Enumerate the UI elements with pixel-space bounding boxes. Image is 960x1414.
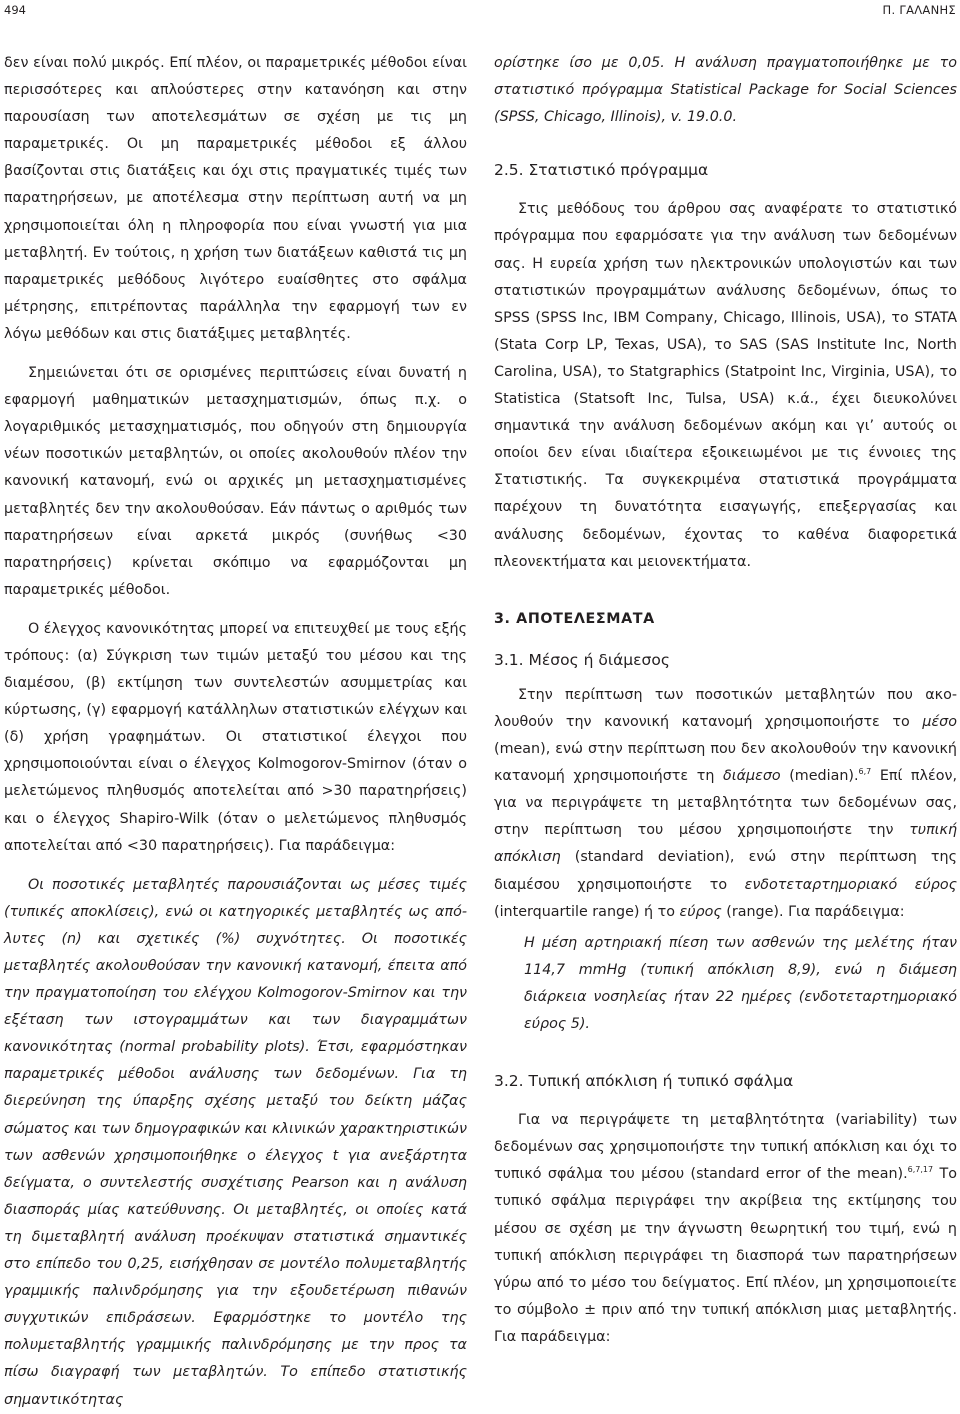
section-heading-3-1: 3.1. Μέσος ή διάμεσος xyxy=(494,650,670,669)
page-number: 494 xyxy=(4,3,26,17)
section-heading-results: 3. ΑΠΟΤΕΛΕΣΜΑΤΑ xyxy=(494,610,655,627)
paragraph-statistical-software: Στις μεθόδους του άρθρου σας αναφέρατε το στατιστικό πρόγραμμα που εφαρμόσατε για την ανάλυση των δεδομένων σας. Η ευρεία χρήση των ηλεκτρονικών υπολογιστών και των στατιστικών προγραμμάτων ανάλυσης δεδομένων, όπως το SPSS (SPSS Inc, IBM Company, Chicago, Illinois, USA), το STATA (Stata Corp LP, Texas, USA), το SAS (SAS Institute Inc, North Carolina, USA), το Statgraphics (Statpoint Inc, Virginia, USA), το Statistica (Statsoft Inc, Tulsa, USA) κ.ά., έχει διευκολύνει σημαντικά την ανάλυση δεδομένων ακόμη και γι’ αυτούς οι οποίοι δεν είναι ιδιαίτερα εξοικειωμένοι με τις έννοιες της Στατιστικής. Τα συγκεκριμένα στατιστικά προγράμματα παρέχουν τη δυνατότητα εισαγωγής, επεξεργασίας και ανάλυσης δεδομένων, έχοντας το καθένα διαφορετικά πλεονεκτήματα και μειονεκτήματα. xyxy=(494,201,957,570)
paragraph-parametric-methods: δεν είναι πολύ μικρός. Επί πλέον, οι παραμετρικές μέθοδοι είναι περισσότερες και απλούστερες στην κατανόηση και στην παρουσίαση των αποτελεσμάτων σε σχέση με τις μη παραμετρικές. Οι μη παραμετρικές μέθοδοι εξ άλλου βασίζονται στις διατάξεις και όχι στις πραγματικές τιμές των παρατηρήσεων, με αποτέλεσμα στην περίπτωση αυτή να μη χρησιμοποιείται όλη η πληροφορία που είναι γνωστή για μια μεταβλητή. Εν τούτοις, η χρήση των διατάξεων καθιστά τις μη παραμετρικές μεθόδους λιγότερο ευαίσθητες στο σφάλμα μέτρησης, επιτρέποντας παράλληλα την εφαρμογή των εν λόγω μεθόδων και στις διατάξιμες μεταβλητές. xyxy=(4,55,467,342)
reference-superscript: 6,7,17 xyxy=(907,1165,934,1175)
example-methods-continued: ορίστηκε ίσο με 0,05. Η ανάλυση πραγματοποιήθηκε με το στατιστικό πρόγραμμα Statistical Package for Social Sciences (SPSS, Chicago, Illinois), v. 19.0.0. xyxy=(494,55,957,126)
left-column xyxy=(4,50,467,1414)
page-header xyxy=(0,0,960,22)
right-column xyxy=(494,50,957,1351)
reference-superscript: 6,7 xyxy=(858,767,872,777)
running-author: Π. ΓΑΛΑΝΗΣ xyxy=(882,3,956,17)
section-heading-3-2: 3.2. Τυπική απόκλιση ή τυπικό σφάλμα xyxy=(494,1072,794,1091)
paragraph-sd-or-se: Για να περιγράψετε τη μεταβλητότητα (variability) των δεδομένων σας χρησιμοποιήστε την τυπική απόκλιση και όχι το τυπικό σφάλμα του μέσου (standard error of the mean).$^{6,7,17}$ Το τυπικό σφάλμα περιγράφει την ακρίβεια της εκτίμησης του μέσου σε σχέση με την άγνωστη θεωρητική του τιμή, ενώ η τυπική απόκλιση περιγράφει τη διασπορά των παρατηρήσεων γύρω από το μέσο του δείγματος. Επί πλέον, μη χρησιμοποιείτε το σύμβολο ± πριν από την τυπική απόκλιση μιας μεταβλητής. Για παράδειγμα: xyxy=(494,1112,957,1345)
paragraph-transformations: Σημειώνεται ότι σε ορισμένες περιπτώσεις είναι δυνατή η εφαρμογή μαθηματικών μετασχηματισμών, όπως π.χ. ο λογαριθμικός μετασχηματισμός, που οδηγούν στη δημιουργία νέων ποσοτικών μεταβλητών, οι οποίες ακολουθούν πλέον την κανονική κατανομή, ενώ οι αρχικές μη μετασχηματισμένες μεταβλητές δεν την ακολουθούσαν. Εάν πάντως ο αριθμός των παρατηρήσεων είναι αρκετά μικρός (συνήθως <30 παρατηρήσεις) κρίνεται σκόπιμο να εφαρμόζονται μη παραμετρικές μέθοδοι. xyxy=(4,365,467,598)
example-mean-median: Η μέση αρτηριακή πίεση των ασθενών της μελέτης ήταν 114,7 mmHg (τυπική απόκλιση 8,9), ενώ η διάμεση διάρκεια νοσηλείας ήταν 22 ημέρες (ενδοτεταρτημοριακό εύρος 5). xyxy=(524,934,957,1032)
section-heading-2-5: 2.5. Στατιστικό πρόγραμμα xyxy=(494,161,709,180)
paragraph-mean-or-median: Στην περίπτωση των ποσοτικών μεταβλητών που ακολουθούν την κανονική κατανομή χρησιμοποιήστε το μέσο (mean), ενώ στην περίπτωση που δεν ακολουθούν την κανονική κατανομή χρησιμοποιήστε τη διάμεσο (median).$^{6,7}$ Επί πλέον, για να περιγράψετε τη μεταβλητότητα των δεδομένων σας, στην περίπτωση του μέσου χρησιμοποιήστε την τυπική απόκλιση (standard deviation), ενώ στην περίπτωση της διαμέσου χρησιμοποιήστε το ενδοτεταρτημοριακό εύρος (interquartile range) ή το εύρος (range). Για παράδειγμα: xyxy=(494,686,957,920)
example-methods-text: Οι ποσοτικές μεταβλητές παρουσιάζονται ως μέσες τιμές (τυπικές αποκλίσεις), ενώ οι κατηγορικές μεταβλητές ως απόλυτες (n) και σχετικές (%) συχνότητες. Οι ποσοτικές μεταβλητές ακολουθούσαν την κανονική κατανομή, έπειτα από την πραγματοποίηση του ελέγχου Kolmogorov-Smirnov και την εξέταση των ιστογραμμάτων και των διαγραμμάτων κανονικότητας (normal probability plots). Έτσι, εφαρμόστηκαν παραμετρικές μέθοδοι ανάλυσης των δεδομένων. Για τη διερεύνηση της ύπαρξης σχέσης μεταξύ του δείκτη μάζας σώματος και των δημογραφικών και κλινικών χαρακτηριστικών των ασθενών χρησιμοποιήθηκε ο έλεγχος t για ανεξάρτητα δείγματα, ο συντελεστής συσχέτισης Pearson και η ανάλυση διασποράς μίας κατεύθυνσης. Οι μεταβλητές, οι οποίες κατά τη διμεταβλητή ανάλυση προέκυψαν στατιστικά σημαντικές στο επίπεδο του 0,25, εισήχθησαν σε μοντέλο πολυμεταβλητής γραμμικής παλινδρόμησης για την εξουδετέρωση πιθανών συγχυτικών επιδράσεων. Εφαρμόστηκε το μοντέλο της πολυμεταβλητής γραμμικής παλινδρόμησης με την προς τα πίσω διαγραφή των μεταβλητών. Το επίπεδο στατιστικής σημαντικότητας xyxy=(4,876,467,1408)
paragraph-normality-tests: Ο έλεγχος κανονικότητας μπορεί να επιτευχθεί με τους εξής τρόπους: (α) Σύγκριση των τιμών μεταξύ του μέσου και της διαμέσου, (β) εκτίμηση των συντελεστών ασυμμετρίας και κύρτωσης, (γ) εφαρμογή κατάλληλων στατιστικών ελέγχων και (δ) χρήση γραφημάτων. Οι στατιστικοί έλεγχοι που χρησιμοποιούνται είναι ο έλεγχος Kolmogorov-Smirnov (όταν ο μελετώμενος πληθυσμός αποτελείται από >30 παρατηρήσεις) και ο έλεγχος Shapiro-Wilk (όταν ο μελετώμενος πληθυσμός αποτελείται από <30 παρατηρήσεις). Για παράδειγμα: xyxy=(4,620,467,854)
